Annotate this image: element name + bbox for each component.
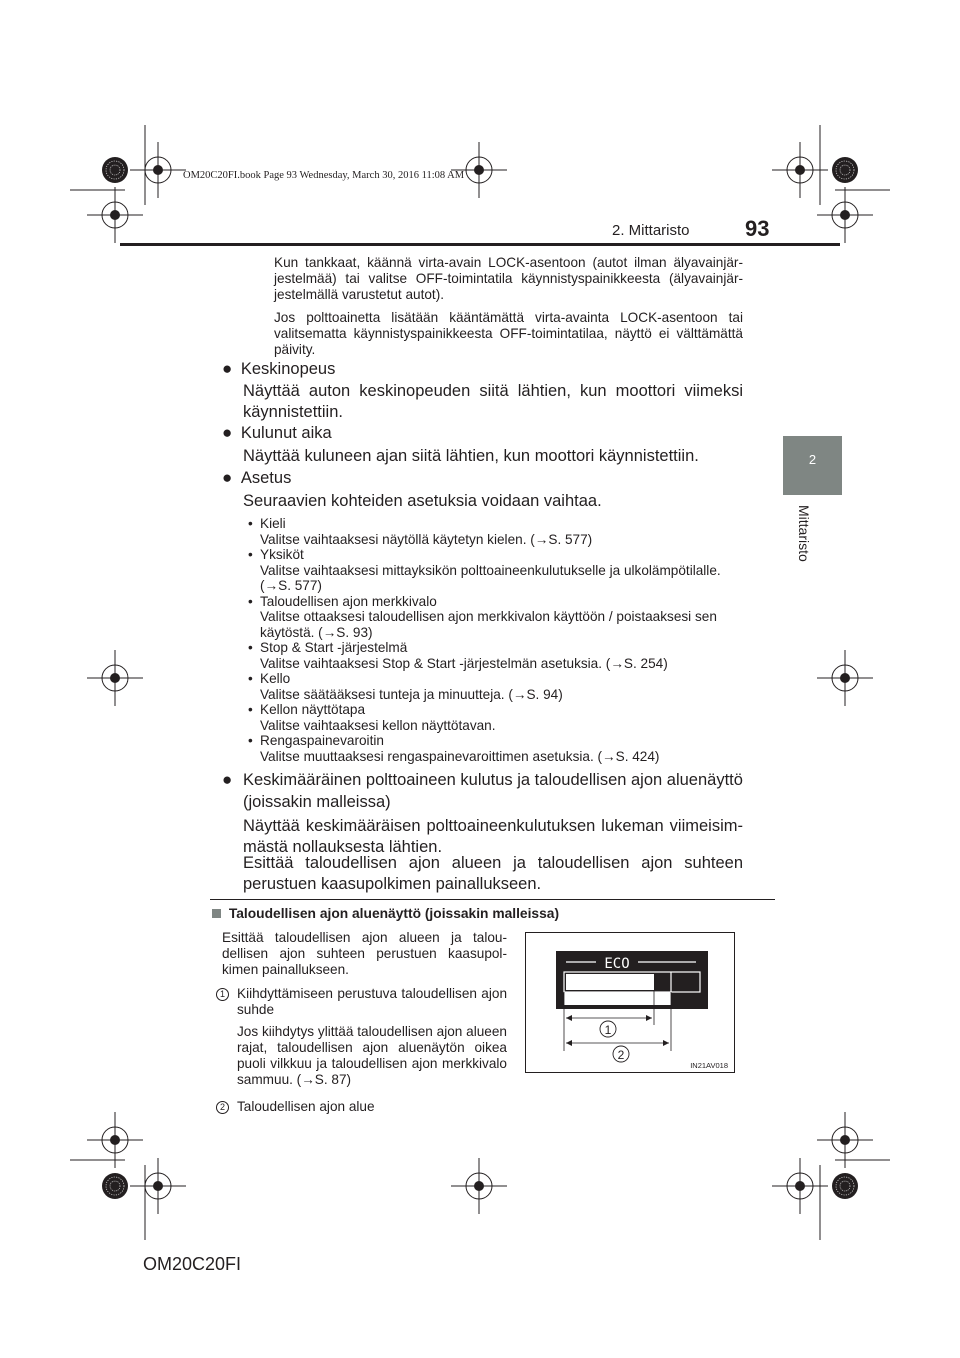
eco-zone-figure [525, 932, 735, 1073]
average-fuel-text-1: Näyttää keskimääräisen polttoaineenkulutuksen lukeman viimeisimmästä nollauksesta lähtien. [243, 817, 743, 856]
average-speed-text: Näyttää auton keskinopeuden siitä lähtien, kun moottori viimeksi käynnistettiin. [243, 382, 743, 421]
list-bullet: • [248, 671, 253, 686]
print-info: OM20C20FI.book Page 93 Wednesday, March 30, 2016 11:08 AM [183, 170, 465, 181]
list-item-desc: Valitse vaihtaaksesi mittayksikön polttoaineenkulutukselle ja ulkolämpötilalle. (→S. 577) [260, 562, 721, 593]
eco-item-2 [216, 1099, 507, 1115]
chapter-tab-number: 2 [808, 452, 817, 467]
bullet-title: Kulunut aika [240, 424, 332, 442]
eco-label: ECO [604, 956, 630, 972]
figure-callout-1: 1 [604, 1023, 612, 1037]
bullet-average-fuel [222, 769, 747, 813]
page-number: 93 [745, 216, 770, 241]
settings-list [248, 516, 743, 764]
list-item [248, 516, 743, 547]
heading-square-icon [212, 909, 221, 918]
bullet-dot-icon: ● [222, 423, 233, 442]
header-rule [120, 243, 840, 246]
list-item-title: Kello [260, 671, 291, 686]
list-item-title: Yksiköt [260, 547, 304, 562]
list-item [248, 640, 743, 671]
list-item-desc: Valitse muuttaaksesi rengaspainevaroittimen asetuksia. (→S. 424) [260, 748, 660, 764]
eco-item-2-title: Taloudellisen ajon alue [237, 1099, 375, 1114]
section-title: 2. Mittaristo [612, 222, 690, 239]
settings-text: Seuraavien kohteiden asetuksia voidaan vaihtaa. [243, 492, 602, 510]
list-bullet: • [248, 516, 253, 531]
chapter-tab-label: Mittaristo [796, 505, 812, 562]
bullet-dot-icon: ● [222, 359, 233, 378]
refuel-note: Kun tankkaat, käännä virta-avain LOCK-asentoon (autot ilman älyavainjärjestelmää) tai valitse OFF-toimintatila käynnistyspainikkeesta (älyavainjärjestelmällä varustetut autot). [274, 255, 743, 302]
list-item-title: Rengaspainevaroitin [260, 733, 384, 748]
section-divider [210, 899, 775, 900]
list-item [248, 733, 743, 764]
bullet-title: Keskinopeus [240, 360, 336, 378]
list-item-desc: Valitse ottaaksesi taloudellisen ajon merkkivalon käyttöön / poistaaksesi sen käytöstä. (→S. 93) [260, 609, 717, 640]
list-item [248, 547, 743, 594]
list-bullet: • [248, 593, 253, 609]
eco-heading-text: Taloudellisen ajon aluenäyttö (joissakin malleissa) [228, 906, 560, 921]
bullet-dot-icon: ● [222, 770, 233, 789]
list-bullet: • [248, 733, 253, 748]
list-item-title: Kellon näyttötapa [260, 702, 366, 717]
bullet-settings [222, 467, 291, 489]
bullet-title: Keskimääräinen polttoaineen kulutus ja taloudellisen ajon aluenäyttö (joissakin malleissa) [243, 771, 743, 811]
list-item [248, 671, 743, 702]
callout-1-marker: 1 [216, 988, 229, 1001]
list-item-desc: Valitse vaihtaaksesi kellon näyttötavan. [260, 717, 496, 733]
document-id: OM20C20FI [143, 1254, 242, 1274]
eco-section-heading [212, 906, 559, 921]
list-item-desc: Valitse vaihtaaksesi Stop & Start -järjestelmän asetuksia. (→S. 254) [260, 655, 668, 671]
bullet-title: Asetus [240, 469, 292, 487]
list-item [248, 702, 743, 733]
list-item [248, 594, 743, 641]
eco-item-1 [216, 986, 507, 1018]
list-item-desc: Valitse säätääksesi tunteja ja minuutteja. (→S. 94) [260, 686, 563, 702]
list-item-title: Taloudellisen ajon merkkivalo [260, 593, 437, 609]
eco-intro: Esittää taloudellisen ajon alueen ja taloudellisen ajon suhteen perustuen kaasupolkimen painallukseen. [222, 930, 507, 977]
callout-2-marker: 2 [216, 1101, 229, 1114]
list-item-title: Stop & Start -järjestelmä [260, 640, 408, 655]
eco-item-1-title: Kiihdyttämiseen perustuva taloudellisen ajon suhde [237, 986, 507, 1017]
eco-item-1-text: Jos kiihdytys ylittää taloudellisen ajon alueen rajat, taloudellisen ajon aluenäytön oikea puoli vilkkuu ja taloudellisen ajon merkkivalo sammuu. (→S. 87) [237, 1024, 507, 1087]
average-fuel-text-2: Esittää taloudellisen ajon alueen ja taloudellisen ajon suhteen perustuen kaasupolkimen painallukseen. [243, 854, 743, 893]
bullet-dot-icon: ● [222, 468, 233, 487]
elapsed-time-text: Näyttää kuluneen ajan siitä lähtien, kun moottori käynnistettiin. [243, 447, 699, 465]
eco-zone-illustration [526, 933, 734, 1072]
figure-code: IN21AV018 [690, 1061, 728, 1070]
list-item-title: Kieli [260, 516, 286, 531]
figure-callout-2: 2 [617, 1048, 625, 1062]
list-bullet: • [248, 640, 253, 655]
bullet-average-speed [222, 358, 335, 380]
list-item-desc: Valitse vaihtaaksesi näytöllä käytetyn kielen. (→S. 577) [260, 531, 593, 547]
list-bullet: • [248, 702, 253, 717]
list-bullet: • [248, 547, 253, 562]
display-update-note: Jos polttoainetta lisätään kääntämättä virta-avainta LOCK-asentoon tai valitsematta käynnistyspainikkeesta OFF-toimintatilaa, näyttö ei välttämättä päivity. [274, 310, 743, 357]
bullet-elapsed-time [222, 422, 332, 444]
